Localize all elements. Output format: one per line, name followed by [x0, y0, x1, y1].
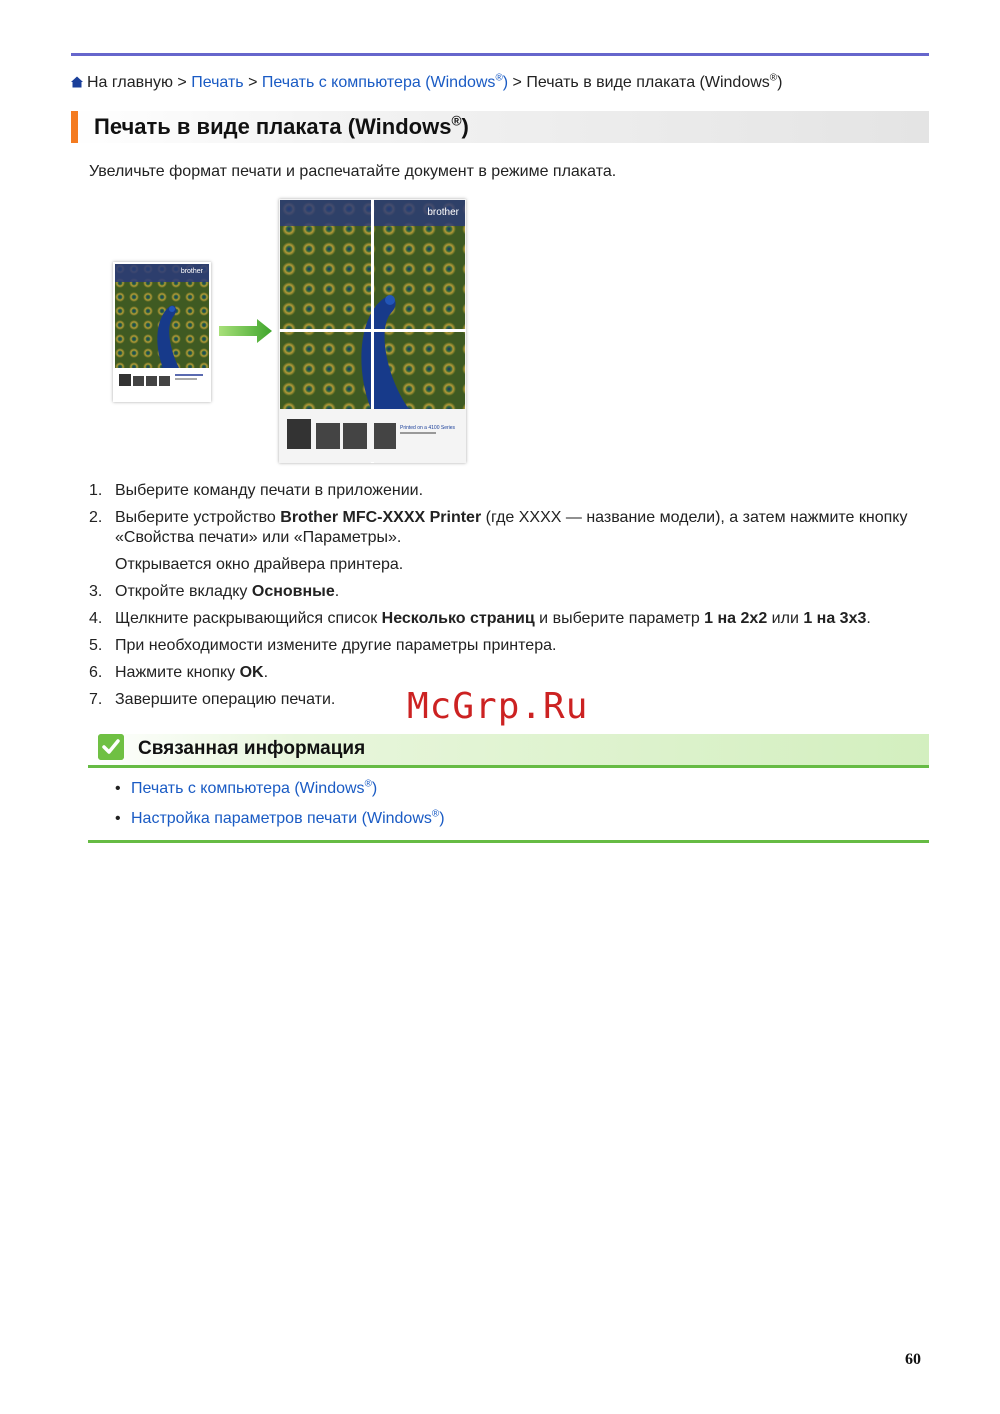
step-text [115, 664, 268, 681]
breadcrumb-current: Печать в виде плаката (Windows®) [526, 72, 783, 91]
related-info-bar [88, 734, 929, 768]
step-text [115, 610, 871, 627]
step-number: 7. [89, 691, 103, 708]
step-item [89, 609, 919, 629]
related-link-print-settings[interactable]: Настройка параметров печати (Windows®) [131, 808, 445, 827]
step-emphasis: 1 на 2x2 [704, 610, 768, 627]
related-link-print-from-computer[interactable]: Печать с компьютера (Windows®) [131, 778, 378, 797]
step-text-part: или [767, 610, 804, 627]
title-bar [71, 111, 929, 143]
arrow-right-icon [219, 318, 273, 344]
list-item [115, 778, 445, 800]
step-note: Открывается окно драйвера принтера. [115, 556, 404, 573]
step-number: 1. [89, 482, 103, 499]
bullet: • [115, 810, 121, 827]
step-number: 3. [89, 583, 103, 600]
step-text [115, 583, 339, 600]
step-number: 4. [89, 610, 103, 627]
step-text [115, 482, 423, 499]
step-number: 5. [89, 637, 103, 654]
step-text-part: Выберите устройство [115, 509, 281, 526]
breadcrumb-separator: > [248, 74, 258, 91]
step-text-part: . [263, 664, 269, 681]
step-item [89, 508, 919, 548]
watermark: McGrp.Ru [407, 686, 589, 727]
step-text-part: (где XXXX — название модели), а затем нажмите кнопку «Свойства печати» или «Параметры». [115, 509, 908, 546]
step-text-part: Щелкните раскрывающийся список [115, 610, 382, 627]
step-emphasis: Основные [251, 583, 335, 600]
step-number: 2. [89, 509, 103, 526]
checkmark-icon [98, 734, 124, 760]
bottom-rule [88, 840, 929, 843]
step-text [115, 691, 335, 708]
step-emphasis: OK [239, 664, 264, 681]
step-item [89, 636, 919, 656]
poster-illustration [279, 199, 466, 463]
step-item [89, 481, 919, 501]
brand-text: brother [427, 207, 459, 218]
step-number: 6. [89, 664, 103, 681]
poster-caption: Printed on a 4100 Series [400, 425, 456, 431]
breadcrumb-link-print[interactable]: Печать [191, 74, 244, 91]
breadcrumb-separator: > [512, 74, 522, 91]
page-number: 60 [905, 1351, 921, 1368]
step-text-part: Выберите команду печати в приложении. [115, 482, 424, 499]
breadcrumb-separator: > [177, 74, 187, 91]
small-document-illustration [113, 262, 211, 402]
home-icon[interactable] [71, 76, 83, 88]
step-text [115, 509, 907, 546]
top-rule [71, 53, 929, 56]
step-text-part: При необходимости измените другие параметры принтера. [115, 637, 557, 654]
step-text-part: Нажмите кнопку [115, 664, 240, 681]
steps-list [89, 481, 919, 717]
bullet: • [115, 780, 121, 797]
breadcrumb [71, 72, 782, 94]
step-text [115, 637, 556, 654]
intro-text: Увеличьте формат печати и распечатайте документ в режиме плаката. [89, 163, 617, 180]
breadcrumb-link-print-from-computer[interactable]: Печать с компьютера (Windows®) [261, 72, 509, 91]
step-emphasis: Несколько страниц [381, 610, 535, 627]
step-text-part: . [334, 583, 340, 600]
step-item [89, 663, 919, 683]
step-emphasis: 1 на 3x3 [803, 610, 867, 627]
step-text-part: Завершите операцию печати. [115, 691, 336, 708]
related-links-list [115, 778, 445, 838]
step-text-part: . [866, 610, 871, 627]
title-accent [71, 111, 78, 143]
step-item [89, 582, 919, 602]
step-text-part: Откройте вкладку [115, 583, 252, 600]
step-emphasis: Brother MFC-XXXX Printer [280, 509, 482, 526]
related-info-title: Связанная информация [138, 738, 366, 759]
step-text-part: и выберите параметр [534, 610, 705, 627]
brand-text: brother [180, 268, 203, 275]
page-title: Печать в виде плаката (Windows®) [94, 113, 469, 139]
breadcrumb-home[interactable]: На главную [87, 74, 173, 91]
list-item [115, 808, 445, 830]
